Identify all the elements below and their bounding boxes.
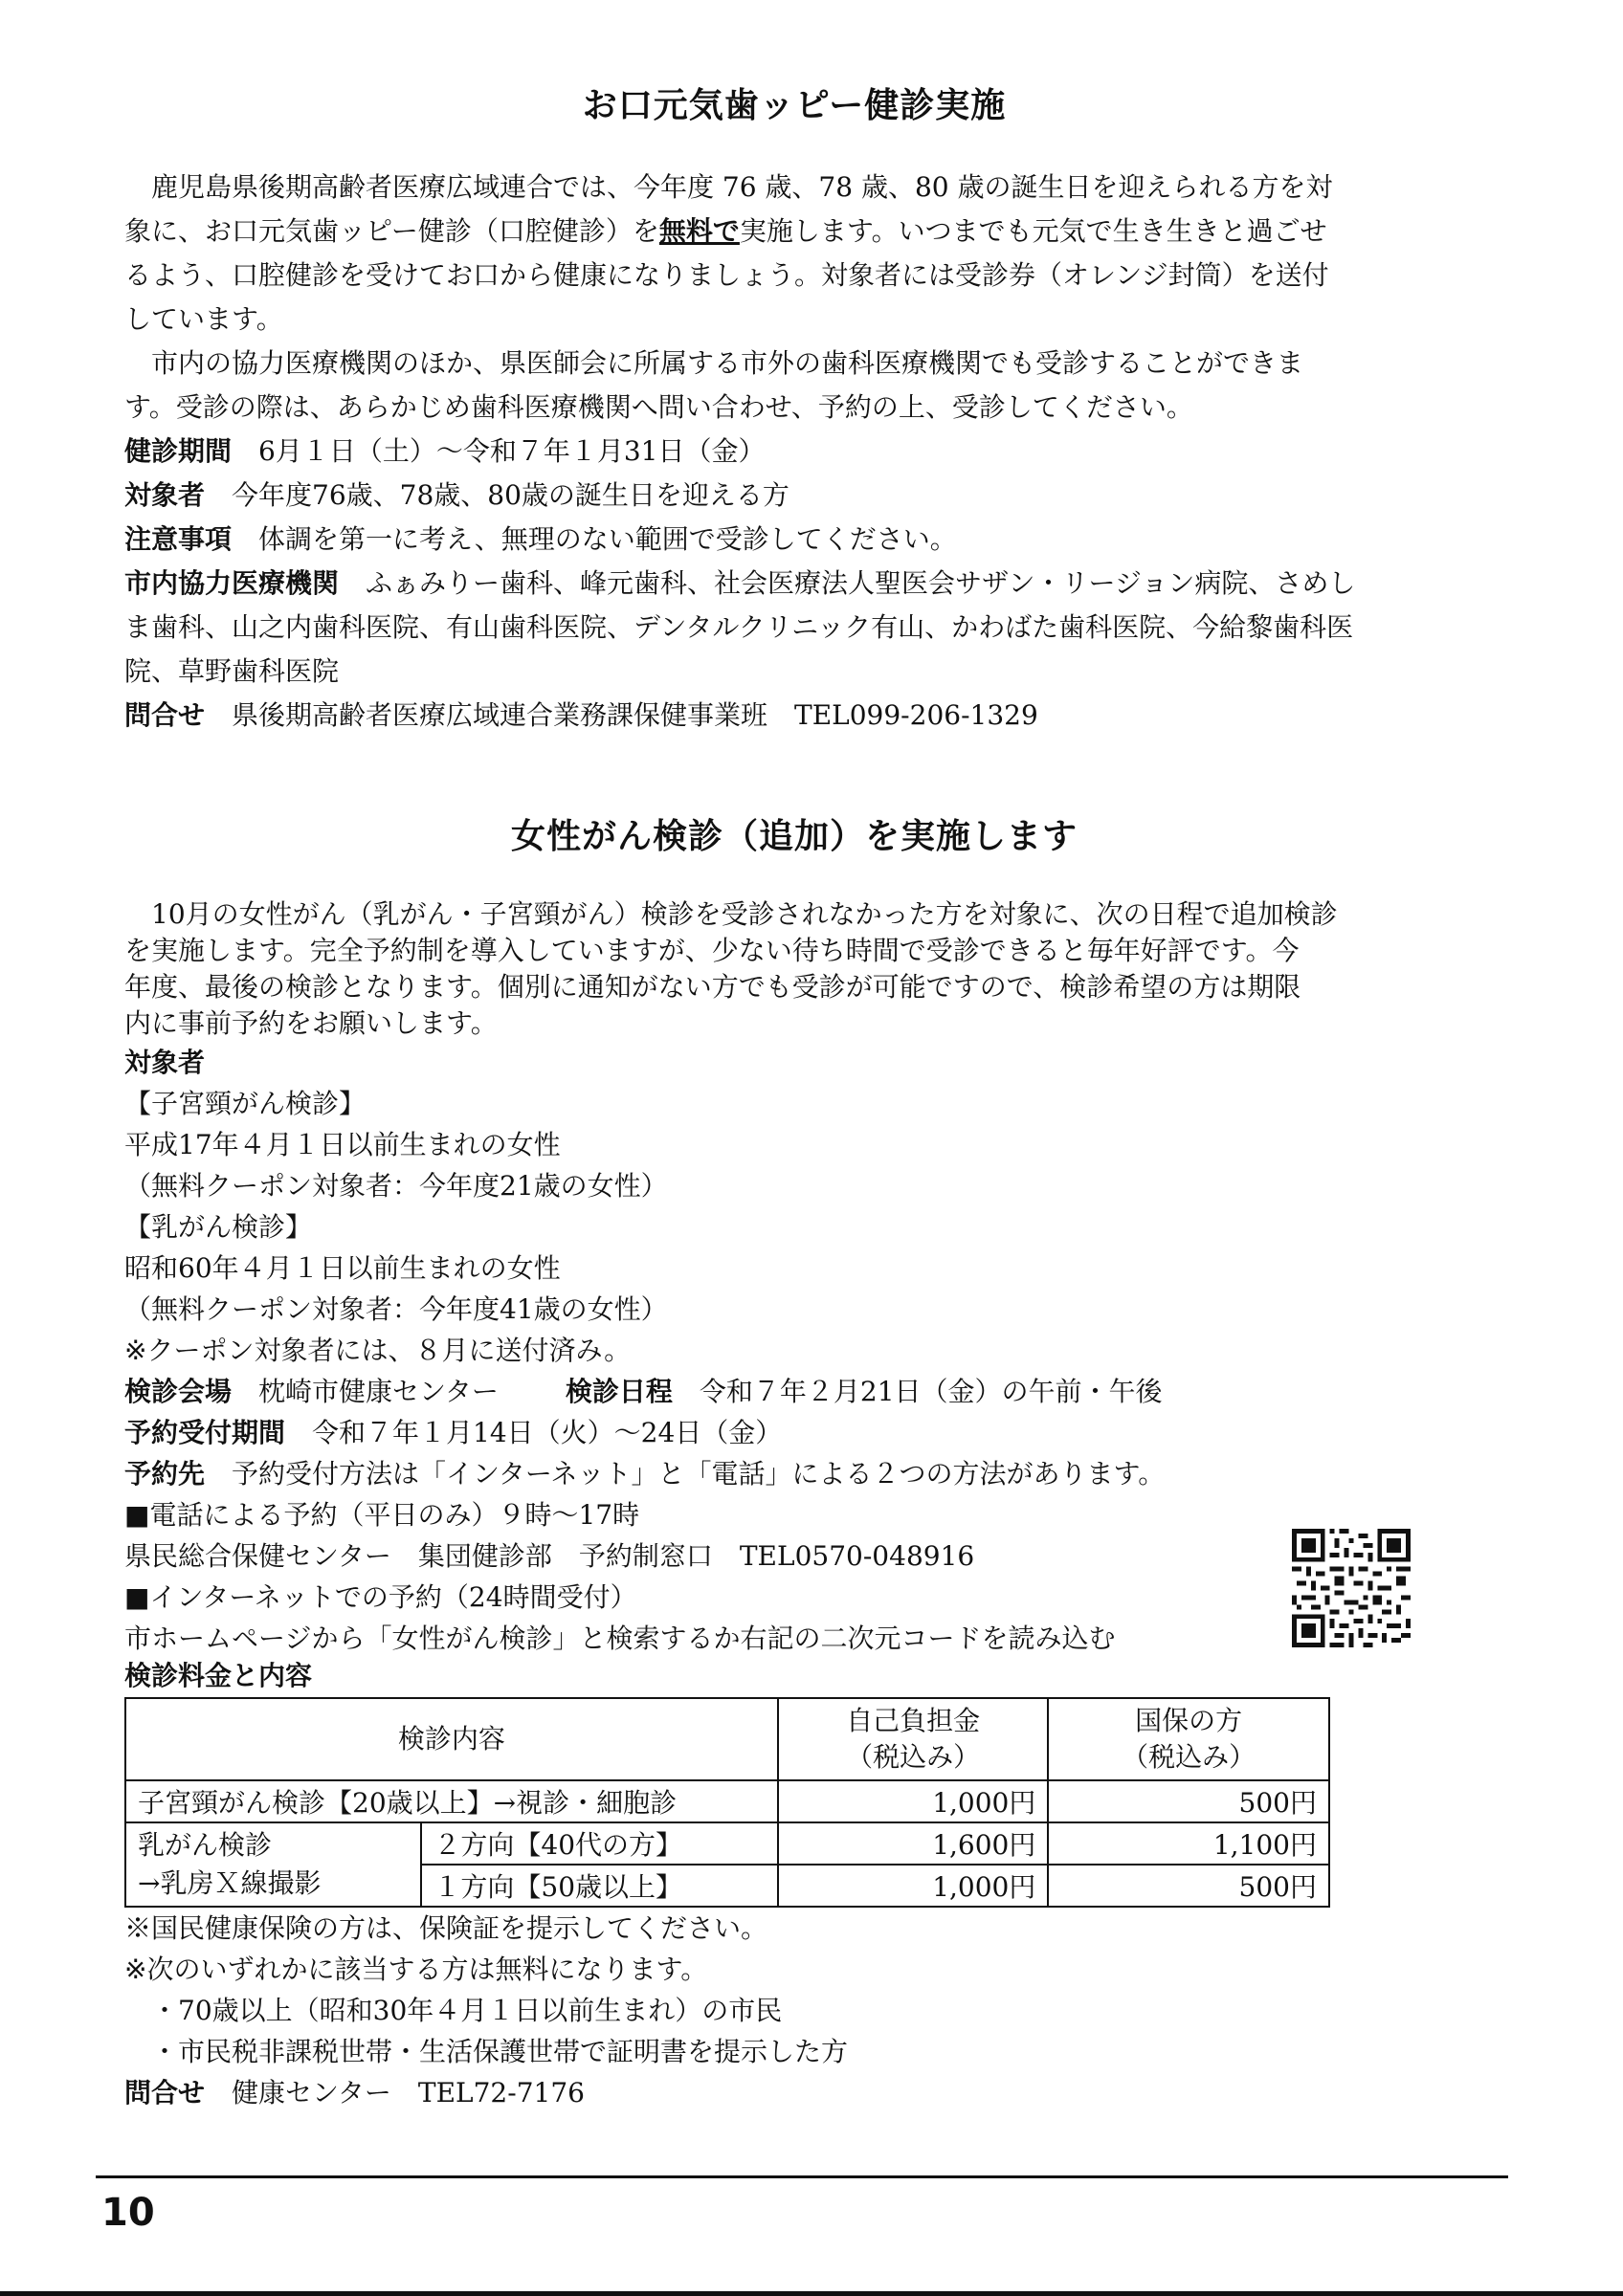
fee-notes: ※国民健康保険の方は、保険証を提示してください。 ※次のいずれかに該当する方は無料になります。 ・70歳以上（昭和30年４月１日以前生まれ）の市民 ・市民税非課税世帯・生活保護世帯で証明書を提示した方	[124, 1912, 849, 2067]
dental-checkup-title: お口元気歯ッピー健診実施	[582, 86, 1007, 125]
dental-target-row	[124, 474, 1464, 518]
venue-value: 枕崎市健康センター	[258, 1376, 499, 1407]
venue-date-row	[124, 1371, 1464, 1412]
reserve-period-value: 令和７年１月14日（火）～24日（金）	[312, 1417, 783, 1448]
women-target-block: 対象者 【子宮頸がん検診】 平成17年４月１日以前生まれの女性 （無料クーポン対象者：今年度21歳の女性） 【乳がん検診】 昭和60年４月１日以前生まれの女性 （無料クーポン対象者：今年度41歳の女性） ※クーポン対象者には、８月に送付済み。	[124, 1047, 668, 1366]
date-label: 検診日程	[565, 1376, 673, 1407]
breast-two-dir-self-cell: 1,600円	[778, 1822, 1049, 1865]
cervical-kokuho-cell: 500円	[1048, 1780, 1329, 1822]
women-contact-label: 問合せ	[124, 2077, 206, 2108]
dental-period-row	[124, 430, 1464, 474]
net-reserve-detail: 市ホームページから「女性がん検診」と検索するか右記の二次元コードを読み込む	[124, 1623, 1116, 1654]
bottom-edge-line	[0, 2291, 1623, 2296]
breast-two-dir-kokuho-cell: 1,100円	[1048, 1822, 1329, 1865]
women-cancer-section	[124, 809, 1464, 2113]
dental-contact-value: 県後期高齢者医療広域連合業務課保健事業班 TEL099-206-1329	[232, 699, 1038, 731]
fees-heading-row	[124, 1659, 1464, 1693]
footer-divider	[96, 2175, 1508, 2178]
reserve-to-label: 予約先	[124, 1458, 206, 1490]
dental-target-label: 対象者	[124, 479, 206, 511]
net-reserve-head: ■インターネットでの予約（24時間受付）	[124, 1581, 637, 1613]
dental-notice-value: 体調を第一に考え、無理のない範囲で受診してください。	[258, 523, 957, 555]
header-self-pay: 自己負担金 （税込み）	[778, 1698, 1049, 1780]
reserve-to-value: 予約受付方法は「インターネット」と「電話」による２つの方法があります。	[232, 1458, 1166, 1490]
phone-reserve-head: ■電話による予約（平日のみ）９時～17時	[124, 1499, 640, 1531]
venue-label: 検診会場	[124, 1376, 233, 1407]
women-contact-value: 健康センター TEL72-7176	[232, 2077, 585, 2108]
dental-notice-row	[124, 518, 1464, 562]
dental-clinics-row: 市内協力医療機関 ふぁみりー歯科、峰元歯科、社会医療法人聖医会サザン・リージョン病院、さめし ま歯科、山之内歯科医院、有山歯科医院、デンタルクリニック有山、かわばた歯科医院、今給黎歯科医 院、草野歯科医院	[124, 567, 1356, 687]
dental-notice-label: 注意事項	[124, 523, 233, 555]
phone-reserve-detail: 県民総合保健センター 集団健診部 予約制窓口 TEL0570-048916	[124, 1540, 975, 1572]
net-reserve-block	[124, 1577, 1464, 1659]
dental-checkup-section	[124, 78, 1464, 738]
dental-period-label: 健診期間	[124, 435, 233, 467]
women-cancer-title: 女性がん検診（追加）を実施します	[510, 817, 1078, 856]
breast-two-dir-cell: ２方向【40代の方】	[421, 1822, 777, 1865]
reserve-period-row	[124, 1412, 1464, 1453]
dental-contact-label: 問合せ	[124, 699, 206, 731]
women-target-label: 対象者	[124, 1047, 206, 1078]
reserve-period-label: 予約受付期間	[124, 1417, 286, 1448]
header-content: 検診内容	[125, 1698, 778, 1780]
dental-period-value: 6月１日（土）～令和７年１月31日（金）	[258, 435, 766, 467]
fees-label: 検診料金と内容	[124, 1660, 313, 1691]
table-row	[125, 1822, 1329, 1865]
cervical-content-cell: 子宮頸がん検診【20歳以上】→視診・細胞診	[125, 1780, 778, 1822]
dental-contact-row	[124, 694, 1464, 738]
dental-target-value: 今年度76歳、78歳、80歳の誕生日を迎える方	[232, 479, 789, 511]
women-cancer-intro: 10月の女性がん（乳がん・子宮頸がん）検診を受診されなかった方を対象に、次の日程で追加検診 を実施します。完全予約制を導入していますが、少ない待ち時間で受診できると毎年好評です。今 年度、最後の検診となります。個別に通知がない方でも受診が可能ですので、検診希望の方は期限 内に事前予約をお願いします。	[124, 898, 1338, 1039]
page-number: 10	[101, 2191, 155, 2235]
breast-one-dir-self-cell: 1,000円	[778, 1865, 1049, 1907]
breast-one-dir-kokuho-cell: 500円	[1048, 1865, 1329, 1907]
dental-clinic-paragraph: 市内の協力医療機関のほか、県医師会に所属する市外の歯科医療機関でも受診することができま す。受診の際は、あらかじめ歯科医療機関へ問い合わせ、予約の上、受診してください。	[124, 347, 1304, 423]
fees-table	[124, 1697, 1330, 1908]
fees-header-row	[125, 1698, 1329, 1780]
dental-intro-paragraph: 鹿児島県後期高齢者医療広域連合では、今年度 76 歳、78 歳、80 歳の誕生日を迎えられる方を対 象に、お口元気歯ッピー健診（口腔健診）を無料で実施します。いつまでも元気で生き生きと過ごせ るよう、口腔健診を受けてお口から健康になりましょう。対象者には受診券（オレンジ封筒）を送付 しています。	[124, 171, 1333, 335]
phone-reserve-block	[124, 1494, 1464, 1577]
header-kokuho: 国保の方 （税込み）	[1048, 1698, 1329, 1780]
dental-clinics-label: 市内協力医療機関	[124, 567, 340, 599]
women-contact-row	[124, 2072, 1464, 2113]
date-value: 令和７年２月21日（金）の午前・午後	[699, 1376, 1163, 1407]
free-emphasis: 無料で	[658, 215, 740, 247]
cervical-self-cell: 1,000円	[778, 1780, 1049, 1822]
table-row	[125, 1780, 1329, 1822]
reserve-to-row	[124, 1453, 1464, 1494]
breast-one-dir-cell: １方向【50歳以上】	[421, 1865, 777, 1907]
qr-code-icon	[1292, 1529, 1411, 1647]
breast-group-cell: 乳がん検診 →乳房Ｘ線撮影	[125, 1822, 421, 1907]
